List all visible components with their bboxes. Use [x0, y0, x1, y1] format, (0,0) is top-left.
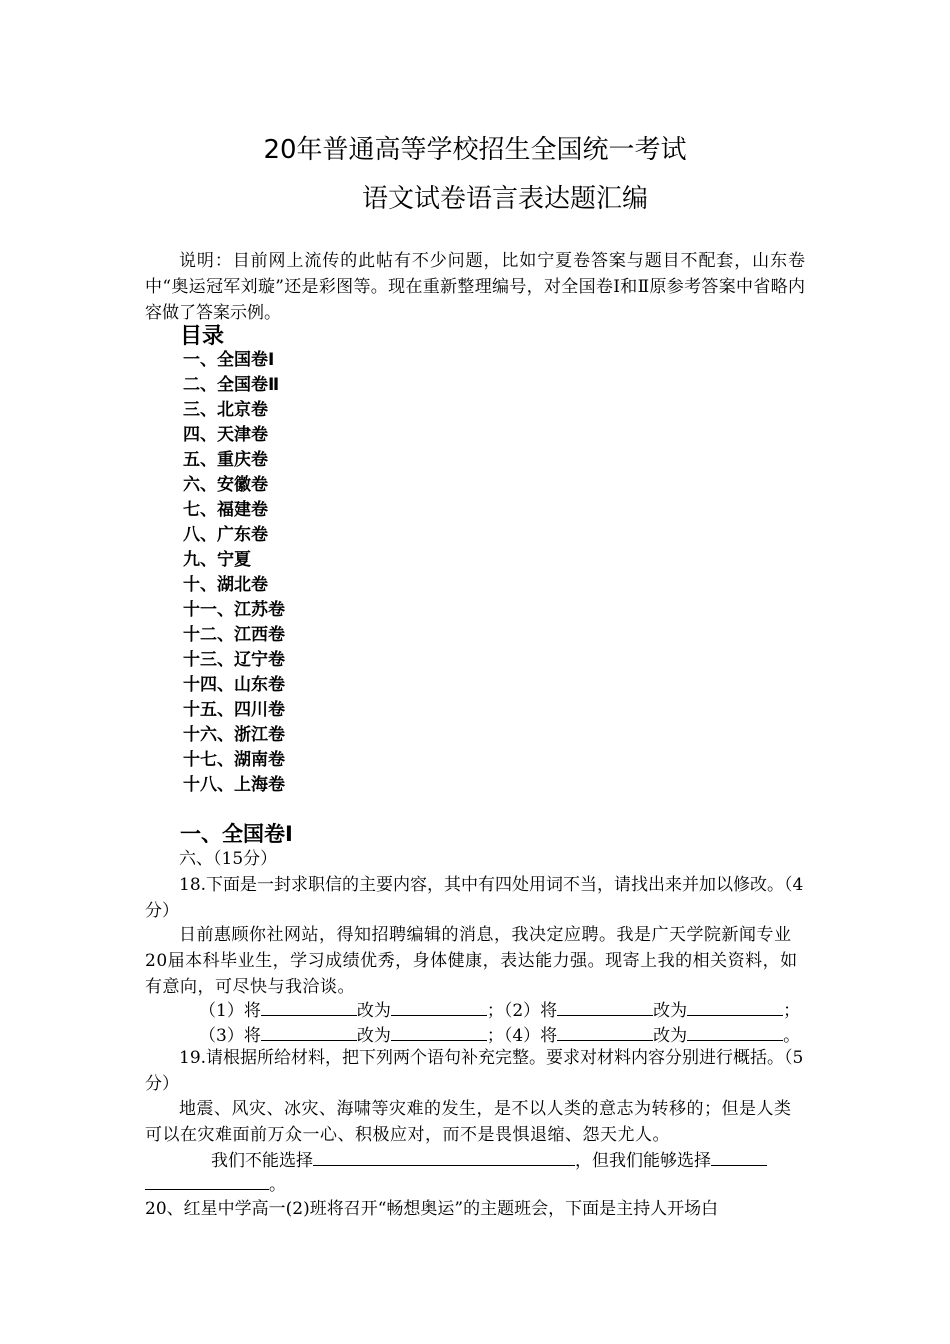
toc-item[interactable]: 十四、山东卷: [183, 675, 285, 695]
answer-label: 改为: [356, 1001, 391, 1021]
answer-label: ；: [783, 1001, 801, 1021]
document-title-line1: 20年普通高等学校招生全国统一考试: [263, 135, 687, 165]
toc-item[interactable]: 六、安徽卷: [183, 475, 268, 495]
toc-item[interactable]: 十八、上海卷: [183, 775, 285, 795]
answer-label: （3）将: [199, 1026, 261, 1046]
answer-blank[interactable]: [557, 1022, 653, 1041]
question-18-prompt: 18.下面是一封求职信的主要内容，其中有四处用词不当，请找出来并加以修改。（4分）: [145, 875, 804, 921]
toc-item[interactable]: 二、全国卷Ⅱ: [183, 375, 280, 395]
fill-label-a: 我们不能选择: [211, 1151, 313, 1171]
question-19-prompt: 19.请根据所给材料，把下列两个语句补充完整。要求对材料内容分别进行概括。（5分）: [145, 1048, 804, 1094]
fill-label-b: ，但我们能够选择: [575, 1151, 711, 1171]
answer-blank[interactable]: [687, 997, 783, 1016]
answer-blank[interactable]: [711, 1147, 767, 1166]
answer-blank[interactable]: [687, 1022, 783, 1041]
toc-item[interactable]: 八、广东卷: [183, 525, 268, 545]
section-heading: 一、全国卷Ⅰ: [180, 822, 293, 846]
toc-item[interactable]: 十五、四川卷: [183, 700, 285, 720]
answer-label: ；（4）将: [486, 1026, 558, 1046]
intro-note: 说明：目前网上流传的此帖有不少问题，比如宁夏卷答案与题目不配套，山东卷中“奥运冠军刘璇”还是彩图等。现在重新整理编号，对全国卷Ⅰ和Ⅱ原参考答案中省略内容做了答案示例。: [145, 251, 805, 323]
answer-blank[interactable]: [391, 1022, 487, 1041]
toc-item[interactable]: 十、湖北卷: [183, 575, 268, 595]
answer-blank[interactable]: [261, 997, 357, 1016]
toc-item[interactable]: 九、宁夏: [183, 550, 251, 570]
question-18-passage: 日前惠顾你社网站，得知招聘编辑的消息，我决定应聘。我是广天学院新闻专业20届本科毕业生，学习成绩优秀，身体健康，表达能力强。现寄上我的相关资料，如有意向，可尽快与我洽谈。: [145, 925, 798, 997]
document-title-line2: 语文试卷语言表达题汇编: [362, 184, 649, 214]
answer-label: 改为: [653, 1001, 688, 1021]
toc-item[interactable]: 十一、江苏卷: [183, 600, 285, 620]
question-19-passage: 地震、风灾、冰灾、海啸等灾难的发生，是不以人类的意志为转移的；但是人类可以在灾难面前万众一心、积极应对，而不是畏惧退缩、怨天尤人。: [145, 1099, 792, 1145]
toc-item[interactable]: 十七、湖南卷: [183, 750, 285, 770]
answer-label: 改为: [356, 1026, 391, 1046]
answer-blank[interactable]: [261, 1022, 357, 1041]
toc-item[interactable]: 十二、江西卷: [183, 625, 285, 645]
part-label-text: 六、（15分）: [179, 849, 278, 869]
question-20-prompt: 20、红星中学高一(2)班将召开“畅想奥运”的主题班会，下面是主持人开场白: [145, 1199, 719, 1219]
answer-blank[interactable]: [391, 997, 487, 1016]
answer-label: （1）将: [199, 1001, 261, 1021]
fill-end: 。: [269, 1175, 286, 1195]
toc-item[interactable]: 七、福建卷: [183, 500, 268, 520]
toc-item[interactable]: 一、全国卷Ⅰ: [183, 350, 275, 370]
toc-title: 目录: [180, 324, 225, 349]
toc-item[interactable]: 四、天津卷: [183, 425, 268, 445]
answer-blank[interactable]: [557, 997, 653, 1016]
part-label: [145, 846, 805, 872]
question-19-fill-line: [145, 1147, 805, 1174]
answer-label: 改为: [653, 1026, 688, 1046]
toc-item[interactable]: 十三、辽宁卷: [183, 650, 285, 670]
answer-label: ；（2）将: [486, 1001, 558, 1021]
question-19-fill-line-2: [145, 1171, 805, 1198]
question-18-answer-row-1: [145, 997, 859, 1024]
table-of-contents: [183, 348, 285, 798]
toc-item[interactable]: 十六、浙江卷: [183, 725, 285, 745]
answer-blank[interactable]: [145, 1171, 269, 1190]
toc-item[interactable]: 三、北京卷: [183, 400, 268, 420]
answer-label: 。: [783, 1026, 801, 1046]
answer-blank[interactable]: [313, 1147, 575, 1166]
toc-item[interactable]: 五、重庆卷: [183, 450, 268, 470]
